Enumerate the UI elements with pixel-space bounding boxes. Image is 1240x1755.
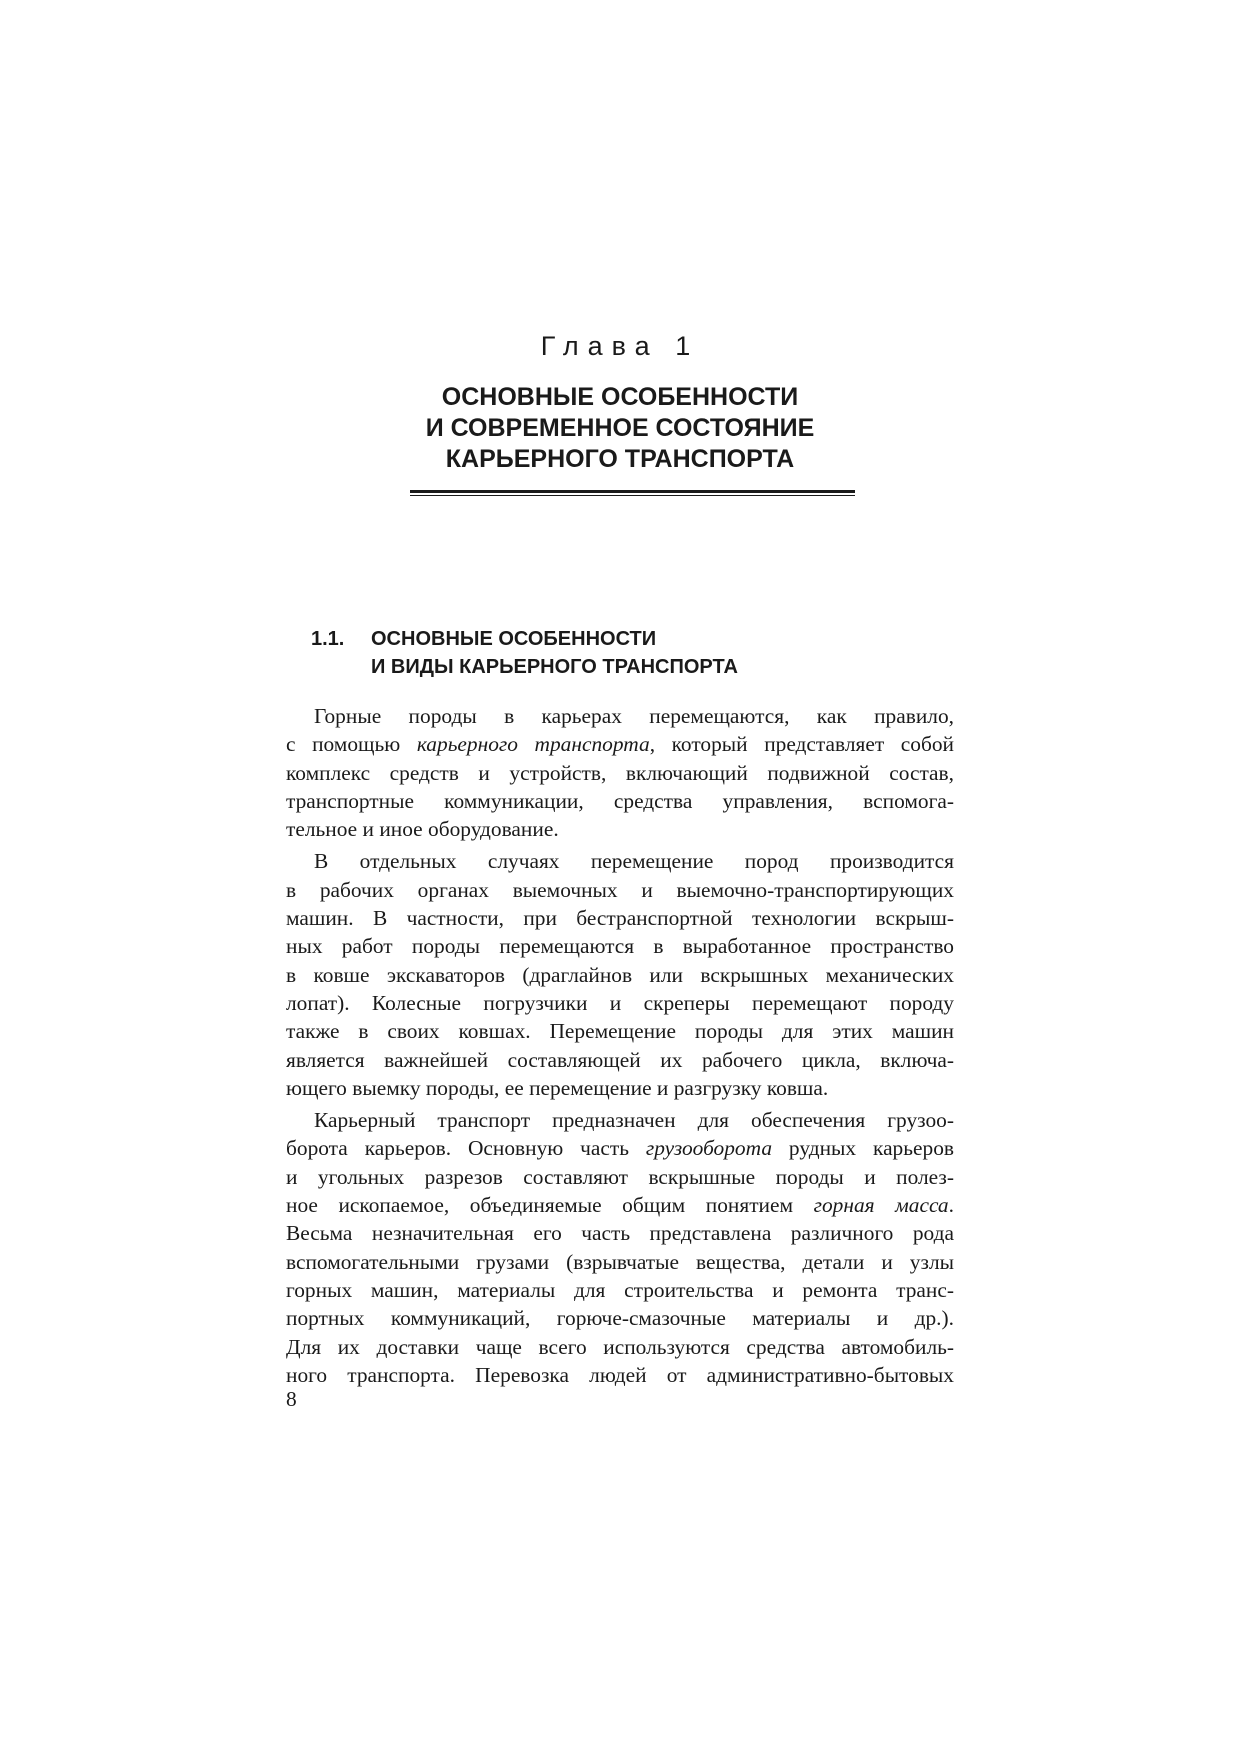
chapter-title [0, 382, 1240, 475]
text-line: комплекс средств и устройств, включающий подвижной состав, [286, 760, 954, 785]
text-line [286, 1191, 954, 1219]
text-line [286, 730, 954, 758]
text-line: ного транспорта. Перевозка людей от административно-бытовых [286, 1362, 954, 1387]
section-title-line2: И ВИДЫ КАРЬЕРНОГО ТРАНСПОРТА [371, 656, 738, 678]
text-line: горных машин, материалы для строительства и ремонта транс- [286, 1277, 954, 1302]
text-line: Для их доставки чаще всего используются средства автомобиль- [286, 1334, 954, 1359]
text-line: в ковше экскаваторов (драглайнов или вскрышных механических [286, 962, 954, 987]
chapter-title-line: КАРЬЕРНОГО ТРАНСПОРТА [445, 445, 795, 473]
chapter-rule-thick [410, 490, 855, 493]
text-line: Горные породы в карьерах перемещаются, как правило, [314, 704, 954, 728]
page-number: 8 [286, 1387, 297, 1411]
text-line: вспомогательными грузами (взрывчатые вещества, детали и узлы [286, 1249, 954, 1274]
chapter-title-line: ОСНОВНЫЕ ОСОБЕННОСТИ [441, 383, 799, 411]
chapter-title-line: И СОВРЕМЕННОЕ СОСТОЯНИЕ [425, 414, 815, 442]
body-text [286, 702, 954, 1389]
section-number: 1.1. [311, 628, 345, 650]
text-fragment: борота карьеров. Основную часть [286, 1136, 646, 1161]
italic-term: грузооборота [645, 1136, 773, 1161]
text-line: В отдельных случаях перемещение пород производится [314, 849, 954, 874]
text-line: лопат). Колесные погрузчики и скреперы перемещают породу [286, 990, 954, 1015]
text-line: ющего выемку породы, ее перемещение и разгрузку ковша. [286, 1075, 829, 1100]
text-line: Весьма незначительная его часть представлена различного рода [286, 1221, 954, 1246]
text-fragment: . [948, 1193, 954, 1218]
text-line: и угольных разрезов составляют вскрышные породы и полез- [286, 1164, 954, 1189]
text-fragment: ное ископаемое, объединяемые общим понятием [286, 1193, 814, 1218]
text-fragment: с помощью [286, 732, 417, 757]
text-line: ных работ породы перемещаются в выработанное пространство [286, 934, 954, 959]
text-line: в рабочих органах выемочных и выемочно-транспортирующих [286, 877, 954, 902]
text-line: является важнейшей составляющей их рабочего цикла, включа- [286, 1047, 954, 1072]
chapter-label: Глава 1 [540, 331, 700, 361]
section-title-line1: ОСНОВНЫЕ ОСОБЕННОСТИ [371, 628, 657, 650]
italic-term: горная масса [813, 1193, 949, 1218]
text-line: машин. В частности, при бестранспортной технологии вскрыш- [286, 906, 954, 931]
section-heading [311, 625, 738, 681]
chapter-rule-thin [410, 495, 855, 496]
text-line: портных коммуникаций, горюче-смазочные материалы и др.). [286, 1306, 954, 1331]
text-line: тельное и иное оборудование. [286, 817, 559, 842]
text-line: Карьерный транспорт предназначен для обеспечения грузоо- [314, 1108, 954, 1133]
text-fragment: рудных карьеров [772, 1136, 954, 1161]
italic-term: карьерного транспорта [416, 732, 650, 757]
text-fragment: , который представляет собой [649, 732, 954, 757]
section-heading-line [311, 625, 738, 653]
text-line: также в своих ковшах. Перемещение породы для этих машин [286, 1019, 954, 1044]
text-line [286, 1134, 954, 1162]
text-line: транспортные коммуникации, средства управления, вспомога- [286, 788, 954, 813]
